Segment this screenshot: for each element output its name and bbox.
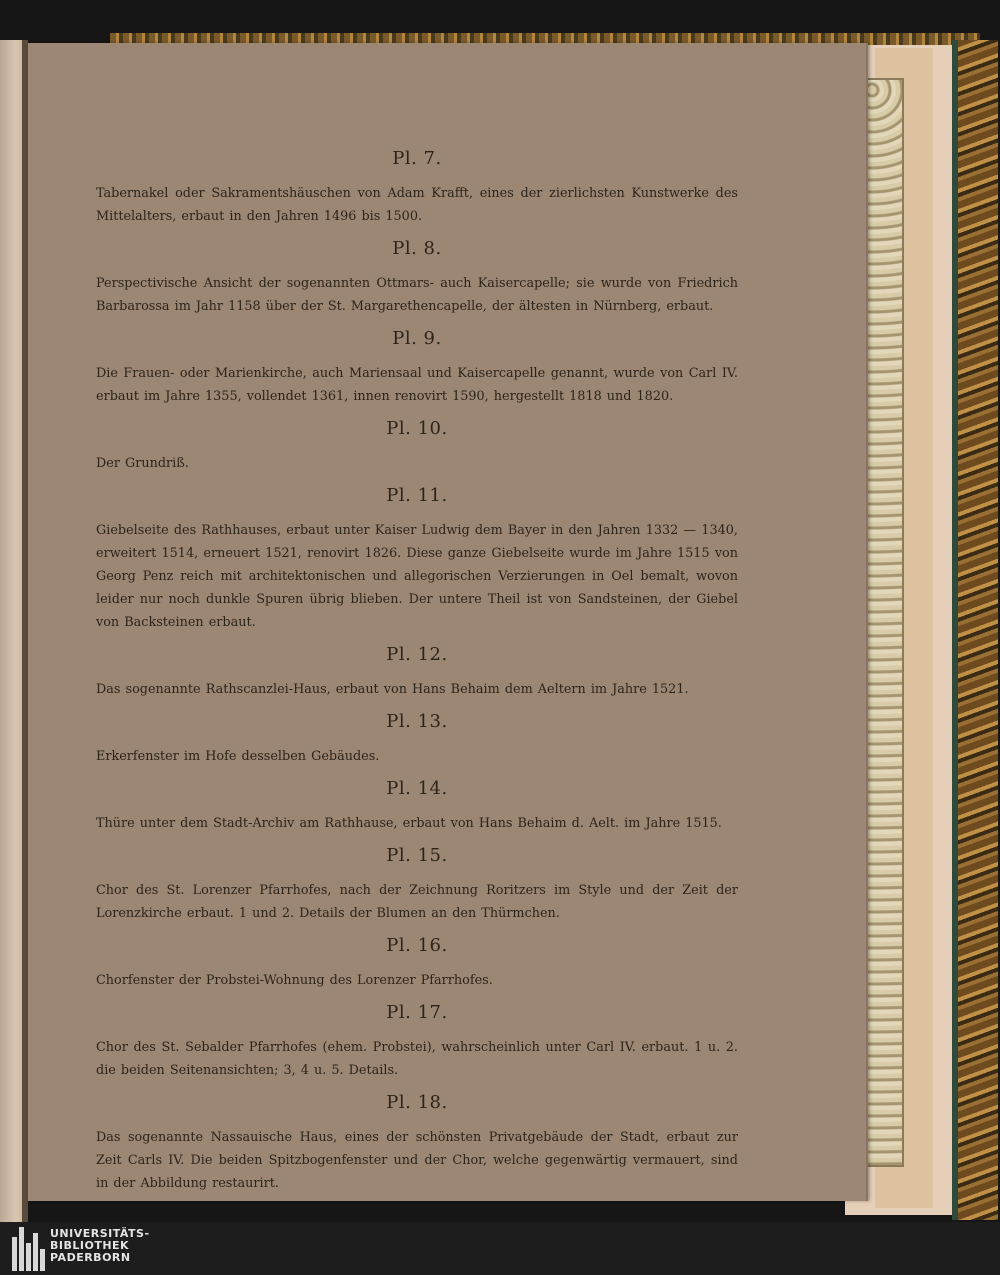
plate-entry: [96, 328, 738, 408]
library-logo-text: [50, 1228, 150, 1264]
logo-line: PADERBORN: [50, 1251, 131, 1264]
logo-line: BIBLIOTHEK: [50, 1239, 130, 1252]
plate-description: Die Frauen- oder Marienkirche, auch Mariensaal und Kaisercapelle genannt, wurde von Carl IV. erbaut im Jahre 1355, vollendet 1361, innen renovirt 1590, hergestellt 1818 und 1820.: [96, 366, 738, 404]
plate-entry: [96, 845, 738, 925]
plate-heading: Pl. 18.: [386, 1092, 448, 1113]
plate-description: Der Grundriß.: [96, 456, 189, 471]
plate-description: Chor des St. Lorenzer Pfarrhofes, nach der Zeichnung Roritzers im Style und der Zeit der Lorenzkirche erbaut. 1 und 2. Details der Blumen an den Thürmchen.: [96, 883, 738, 921]
plate-entry: [96, 1092, 738, 1195]
plate-description: Giebelseite des Rathhauses, erbaut unter Kaiser Ludwig dem Bayer in den Jahren 1332 — 1340, erweitert 1514, erneuert 1521, renovirt 1826. Diese ganze Giebelseite wurde im Jahre 1515 von Georg Penz reich mit architektonischen und allegorischen Verzierungen in Oel bemalt, wovon leider nur noch dunkle Spuren übrig blieben. Der untere Theil ist von Sandsteinen, der Giebel von Backsteinen erbaut.: [96, 523, 738, 630]
plate-heading: Pl. 10.: [386, 418, 448, 439]
plate-entry: [96, 238, 738, 318]
plate-description: Das sogenannte Rathscanzlei-Haus, erbaut von Hans Behaim dem Aeltern im Jahre 1521.: [96, 682, 689, 697]
plate-heading: Pl. 9.: [392, 328, 442, 349]
plate-heading: Pl. 13.: [386, 711, 448, 732]
cover-marbled-edge: [958, 40, 998, 1220]
plate-description: Chorfenster der Probstei-Wohnung des Lorenzer Pfarrhofes.: [96, 973, 493, 988]
plate-description: Tabernakel oder Sakramentshäuschen von Adam Krafft, eines der zierlichsten Kunstwerke des Mittelalters, erbaut in den Jahren 1496 bis 1500.: [96, 186, 738, 224]
library-logo-icon: [12, 1227, 46, 1271]
plate-heading: Pl. 7.: [392, 148, 442, 169]
plate-description: Thüre unter dem Stadt-Archiv am Rathhause, erbaut von Hans Behaim d. Aelt. im Jahre 1515.: [96, 816, 722, 831]
plate-description: Das sogenannte Nassauische Haus, eines der schönsten Privatgebäude der Stadt, erbaut zur Zeit Carls IV. Die beiden Spitzbogenfenster und der Chor, welche gegenwärtig vermauert, sind in der Abbildung restaurirt.: [96, 1130, 738, 1191]
library-footer: [0, 1222, 1000, 1275]
plate-entry: [96, 485, 738, 634]
plate-heading: Pl. 12.: [386, 644, 448, 665]
plate-description: Chor des St. Sebalder Pfarrhofes (ehem. Probstei), wahrscheinlich unter Carl IV. erbaut. 1 u. 2. die beiden Seitenansichten; 3, 4 u. 5. Details.: [96, 1040, 738, 1078]
plate-heading: Pl. 16.: [386, 935, 448, 956]
plate-heading: Pl. 17.: [386, 1002, 448, 1023]
plate-description: Perspectivische Ansicht der sogenannten Ottmars- auch Kaisercapelle; sie wurde von Friedrich Barbarossa im Jahr 1158 über der St. Margarethencapelle, der ältesten in Nürnberg, erbaut.: [96, 276, 738, 314]
plate-description: Erkerfenster im Hofe desselben Gebäudes.: [96, 749, 380, 764]
plate-heading: Pl. 14.: [386, 778, 448, 799]
plate-heading: Pl. 15.: [386, 845, 448, 866]
plate-heading: Pl. 11.: [386, 485, 448, 506]
plate-entry: [96, 711, 738, 768]
plate-entry: [96, 935, 738, 992]
plate-entry: [96, 778, 738, 835]
plate-entry: [96, 644, 738, 701]
plate-heading: Pl. 8.: [392, 238, 442, 259]
plate-entry: [96, 148, 738, 228]
page-text: [96, 148, 738, 1205]
logo-line: UNIVERSITÄTS-: [50, 1227, 150, 1240]
plate-entry: [96, 418, 738, 475]
plate-entry: [96, 1002, 738, 1082]
